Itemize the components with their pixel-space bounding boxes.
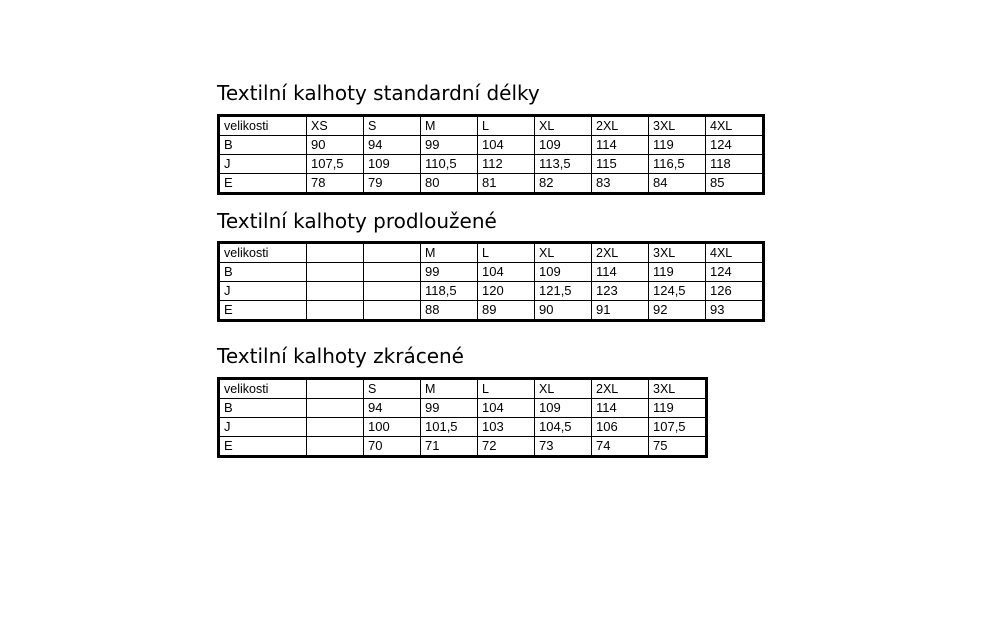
header-cell: 4XL bbox=[706, 243, 764, 263]
table-cell: 124 bbox=[706, 263, 764, 282]
table-cell bbox=[307, 301, 364, 321]
table-row bbox=[219, 155, 764, 174]
table-cell: 88 bbox=[421, 301, 478, 321]
table-row bbox=[219, 301, 764, 321]
table-cell: 124 bbox=[706, 136, 764, 155]
table-cell: 94 bbox=[364, 136, 421, 155]
header-cell: L bbox=[478, 379, 535, 399]
table-cell: 80 bbox=[421, 174, 478, 194]
table-cell bbox=[307, 437, 364, 457]
table-cell: 120 bbox=[478, 282, 535, 301]
table-cell bbox=[307, 282, 364, 301]
table-cell: 84 bbox=[649, 174, 706, 194]
header-cell: 3XL bbox=[649, 243, 706, 263]
table-cell: 85 bbox=[706, 174, 764, 194]
size-table-shortened bbox=[217, 377, 708, 458]
section-title-extended: Textilní kalhoty prodloužené bbox=[217, 209, 497, 233]
header-cell: XS bbox=[307, 116, 364, 136]
row-label-cell: E bbox=[219, 437, 307, 457]
table-cell: 112 bbox=[478, 155, 535, 174]
table-header-row bbox=[219, 379, 707, 399]
header-cell: S bbox=[364, 379, 421, 399]
table-cell: 104 bbox=[478, 136, 535, 155]
header-cell: S bbox=[364, 116, 421, 136]
table-cell: 123 bbox=[592, 282, 649, 301]
table-cell: 78 bbox=[307, 174, 364, 194]
table-row bbox=[219, 418, 707, 437]
table-cell: 121,5 bbox=[535, 282, 592, 301]
table-row bbox=[219, 437, 707, 457]
table-cell: 81 bbox=[478, 174, 535, 194]
header-cell: 2XL bbox=[592, 379, 649, 399]
table-row bbox=[219, 282, 764, 301]
header-cell: XL bbox=[535, 379, 592, 399]
row-label-cell: J bbox=[219, 282, 307, 301]
table-cell: 109 bbox=[364, 155, 421, 174]
table-cell: 109 bbox=[535, 399, 592, 418]
table-cell: 118,5 bbox=[421, 282, 478, 301]
table-cell: 115 bbox=[592, 155, 649, 174]
row-label-cell: J bbox=[219, 155, 307, 174]
table-cell: 94 bbox=[364, 399, 421, 418]
table-cell: 90 bbox=[307, 136, 364, 155]
header-cell: M bbox=[421, 116, 478, 136]
header-cell: 3XL bbox=[649, 379, 707, 399]
header-cell: 2XL bbox=[592, 116, 649, 136]
table-cell bbox=[364, 263, 421, 282]
table-cell: 107,5 bbox=[649, 418, 707, 437]
table-cell: 70 bbox=[364, 437, 421, 457]
size-table-extended bbox=[217, 241, 765, 322]
table-cell: 99 bbox=[421, 399, 478, 418]
table-cell: 101,5 bbox=[421, 418, 478, 437]
table-cell: 79 bbox=[364, 174, 421, 194]
table-cell: 93 bbox=[706, 301, 764, 321]
table-cell: 90 bbox=[535, 301, 592, 321]
row-label-cell: B bbox=[219, 399, 307, 418]
table-header-row bbox=[219, 116, 764, 136]
table-cell: 110,5 bbox=[421, 155, 478, 174]
header-cell: 2XL bbox=[592, 243, 649, 263]
table-cell: 118 bbox=[706, 155, 764, 174]
header-cell: 3XL bbox=[649, 116, 706, 136]
table-cell bbox=[307, 418, 364, 437]
row-label-cell: B bbox=[219, 263, 307, 282]
table-cell: 126 bbox=[706, 282, 764, 301]
table-cell: 75 bbox=[649, 437, 707, 457]
table-cell: 104 bbox=[478, 263, 535, 282]
header-cell: velikosti bbox=[219, 116, 307, 136]
table-cell: 114 bbox=[592, 263, 649, 282]
table-row bbox=[219, 263, 764, 282]
table-cell: 89 bbox=[478, 301, 535, 321]
size-table-standard bbox=[217, 114, 765, 195]
header-cell: velikosti bbox=[219, 379, 307, 399]
table-cell: 103 bbox=[478, 418, 535, 437]
table-cell bbox=[307, 399, 364, 418]
header-cell: 4XL bbox=[706, 116, 764, 136]
section-title-standard: Textilní kalhoty standardní délky bbox=[217, 81, 540, 105]
table-cell: 113,5 bbox=[535, 155, 592, 174]
table-cell: 114 bbox=[592, 136, 649, 155]
table-cell: 109 bbox=[535, 263, 592, 282]
header-cell: L bbox=[478, 243, 535, 263]
header-cell: M bbox=[421, 379, 478, 399]
table-row bbox=[219, 174, 764, 194]
table-cell bbox=[364, 301, 421, 321]
header-cell: XL bbox=[535, 243, 592, 263]
table-cell: 107,5 bbox=[307, 155, 364, 174]
table-cell: 91 bbox=[592, 301, 649, 321]
table-cell: 119 bbox=[649, 136, 706, 155]
header-cell: XL bbox=[535, 116, 592, 136]
row-label-cell: E bbox=[219, 174, 307, 194]
table-cell: 71 bbox=[421, 437, 478, 457]
header-cell bbox=[364, 243, 421, 263]
row-label-cell: B bbox=[219, 136, 307, 155]
table-cell: 83 bbox=[592, 174, 649, 194]
table-cell: 99 bbox=[421, 136, 478, 155]
table-cell: 73 bbox=[535, 437, 592, 457]
row-label-cell: E bbox=[219, 301, 307, 321]
table-cell: 124,5 bbox=[649, 282, 706, 301]
table-cell: 116,5 bbox=[649, 155, 706, 174]
table-cell: 99 bbox=[421, 263, 478, 282]
table-cell: 74 bbox=[592, 437, 649, 457]
table-row bbox=[219, 399, 707, 418]
table-cell: 114 bbox=[592, 399, 649, 418]
row-label-cell: J bbox=[219, 418, 307, 437]
table-header-row bbox=[219, 243, 764, 263]
table-row bbox=[219, 136, 764, 155]
header-cell: M bbox=[421, 243, 478, 263]
table-cell: 82 bbox=[535, 174, 592, 194]
table-cell: 72 bbox=[478, 437, 535, 457]
header-cell: velikosti bbox=[219, 243, 307, 263]
table-cell: 92 bbox=[649, 301, 706, 321]
table-cell: 106 bbox=[592, 418, 649, 437]
table-cell: 109 bbox=[535, 136, 592, 155]
table-cell bbox=[364, 282, 421, 301]
header-cell bbox=[307, 379, 364, 399]
table-cell: 119 bbox=[649, 399, 707, 418]
table-cell: 119 bbox=[649, 263, 706, 282]
header-cell bbox=[307, 243, 364, 263]
table-cell: 100 bbox=[364, 418, 421, 437]
header-cell: L bbox=[478, 116, 535, 136]
table-cell bbox=[307, 263, 364, 282]
section-title-shortened: Textilní kalhoty zkrácené bbox=[217, 344, 464, 368]
table-cell: 104,5 bbox=[535, 418, 592, 437]
table-cell: 104 bbox=[478, 399, 535, 418]
